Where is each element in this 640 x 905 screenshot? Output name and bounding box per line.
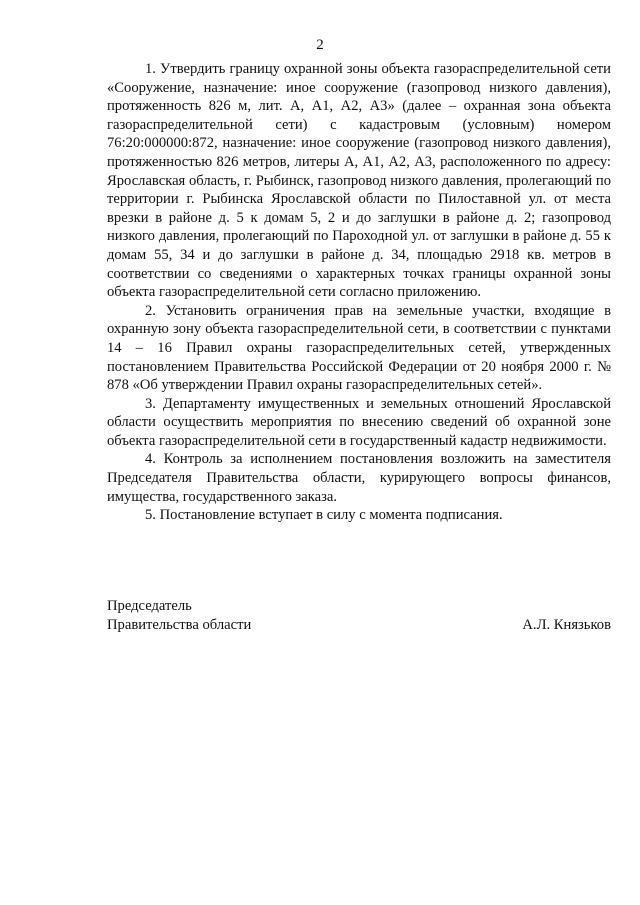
paragraph-4: 4. Контроль за исполнением постановления возложить на заместителя Председателя Правительства области, курирующего вопросы финансов, имущества, государственного заказа. xyxy=(107,451,611,505)
signatory-title-line1: Председатель xyxy=(107,598,192,614)
paragraph-3: 3. Департаменту имущественных и земельных отношений Ярославской области осуществить мероприятия по внесению сведений об охранной зоне объекта газораспределительной сети в государственный кадастр недвижимости. xyxy=(107,395,611,449)
signatory-title-line2: Правительства области xyxy=(107,616,252,633)
paragraph-1: 1. Утвердить границу охранной зоны объекта газораспределительной сети «Сооружение, назначение: иное сооружение (газопровод низкого давления), протяженность 826 м, лит. А, А1, А2, А3» (далее – охранная зона объекта газораспределительной сети) с кадастровым (условным) номером 76:20:000000:872, назначение: иное сооружение (газопровод низкого давления), протяженностью 826 метров, литеры А, А1, А2, А3, расположенного по адресу: Ярославская область, г. Рыбинск, газопровод низкого давления, пролегающий по территории г. Рыбинска Ярославской области по Пилоставной ул. от места врезки в районе д. 5 к домам 5, 2 и до заглушки в районе д. 2; газопровод низкого давления, пролегающий по Пароходной ул. от заглушки в районе д. 55 к домам 55, 34 и до заглушки в районе д. 34, площадью 2918 кв. метров в соответствии со сведениями о характерных точках границы охранной зоны объекта газораспределительной сети согласно приложению. xyxy=(107,61,611,301)
signature-line xyxy=(107,616,611,635)
paragraph-5: 5. Постановление вступает в силу с момента подписания. xyxy=(145,507,503,524)
signature-block xyxy=(107,597,611,634)
document-body xyxy=(107,60,611,525)
page-number: 2 xyxy=(316,37,324,53)
paragraph-2: 2. Установить ограничения прав на земельные участки, входящие в охранную зону объекта газораспределительной сети, в соответствии с пунктами 14 – 16 Правил охраны газораспределительных сетей, утвержденных постановлением Правительства Российской Федерации от 20 ноября 2000 г. № 878 «Об утверждении Правил охраны газораспределительных сетей». xyxy=(107,302,611,394)
signatory-name: А.Л. Князьков xyxy=(522,616,611,633)
